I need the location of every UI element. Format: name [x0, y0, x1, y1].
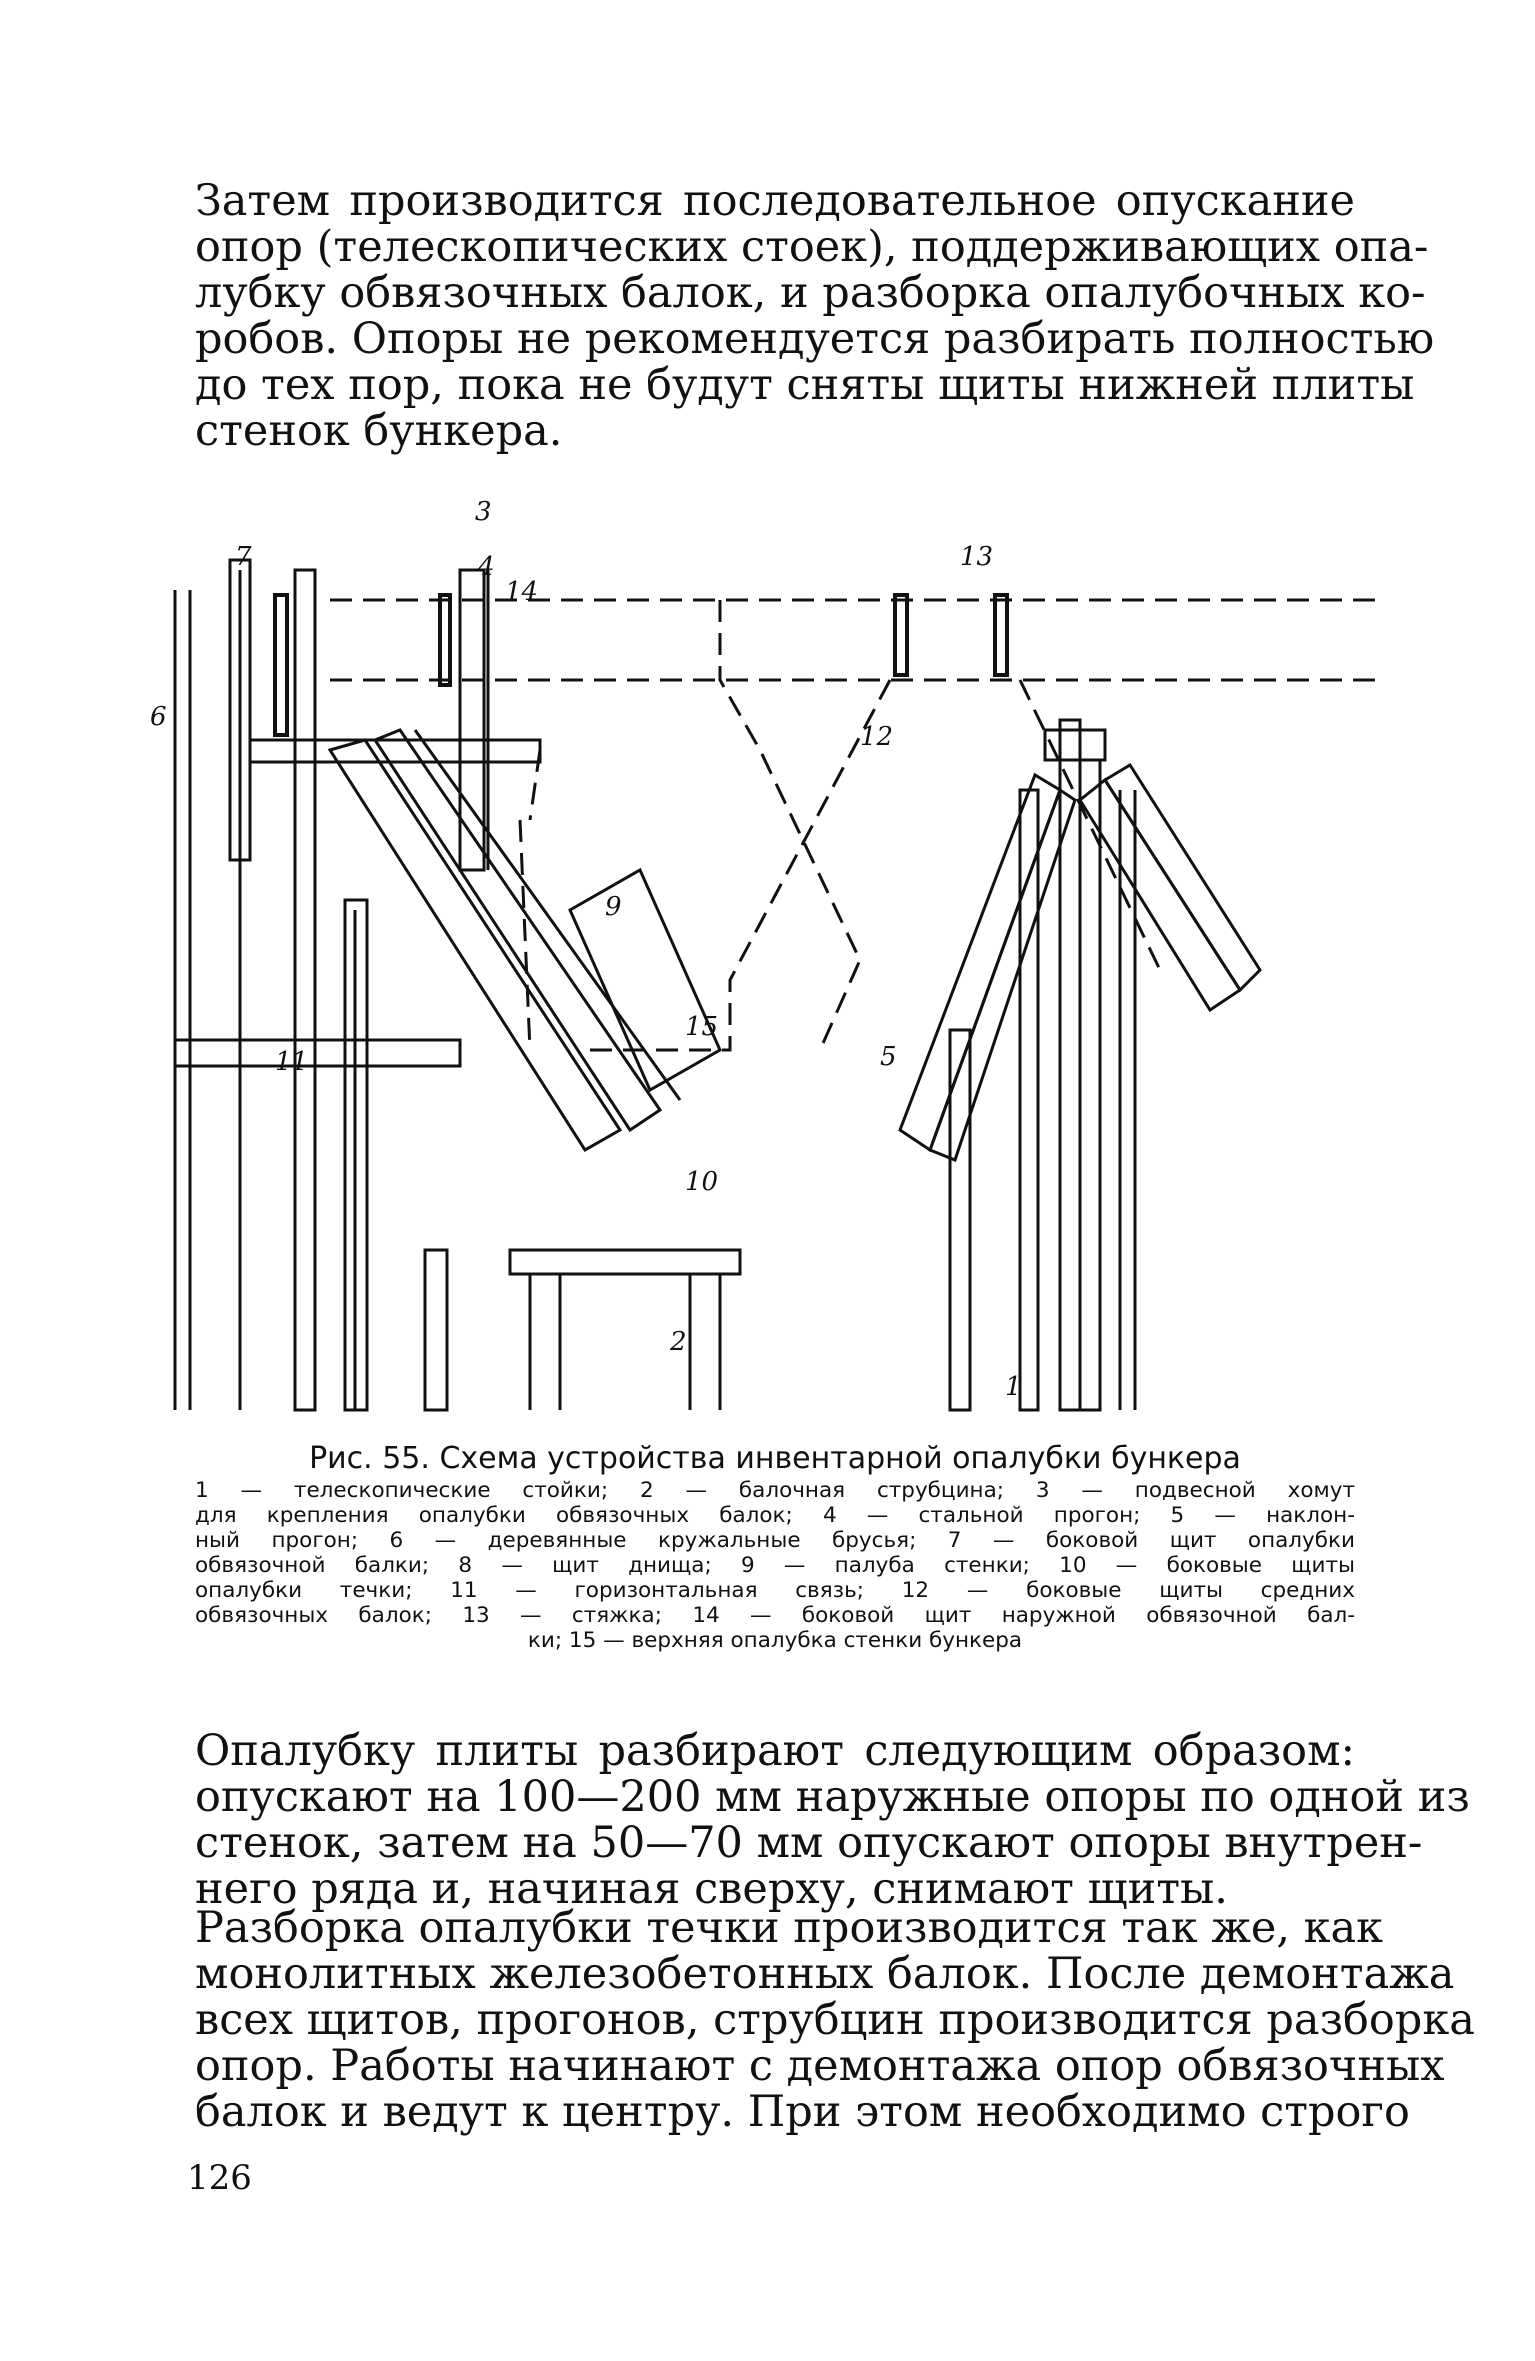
text-line: Разборка опалубки течки производится так же, как	[195, 1903, 1384, 1953]
text-line: опор (телескопических стоек), поддерживающих опа-	[195, 222, 1429, 272]
text-line: опор. Работы начинают с демонтажа опор обвязочных	[195, 2041, 1445, 2091]
text-line: монолитных железобетонных балок. После демонтажа	[195, 1949, 1455, 1999]
text-line: всех щитов, прогонов, струбцин производится разборка	[195, 1995, 1475, 2045]
label-4: 4	[478, 552, 495, 582]
text-line: опускают на 100—200 мм наружные опоры по одной из	[195, 1772, 1470, 1822]
label-13: 13	[960, 542, 994, 572]
legend-line: для крепления опалубки обвязочных балок; 4 — стальной прогон; 5 — наклон-	[195, 1503, 1355, 1528]
text-line: Опалубку плиты разбирают следующим образом:	[195, 1726, 1355, 1776]
text-line: до тех пор, пока не будут сняты щиты нижней плиты	[195, 360, 1415, 410]
text-line: Затем производится последовательное опускание	[195, 176, 1355, 226]
figure-labels	[150, 497, 1022, 1402]
caption-title: Рис. 55. Схема устройства инвентарной опалубки бункера	[309, 1441, 1241, 1476]
label-10: 10	[685, 1167, 719, 1197]
page-number: 126	[187, 2158, 252, 2198]
label-15: 15	[685, 1012, 719, 1042]
label-5: 5	[880, 1042, 897, 1072]
horizontal-ties	[175, 740, 740, 1410]
legend-line: обвязочных балок; 13 — стяжка; 14 — боковой щит наружной обвязочной бал-	[195, 1603, 1355, 1628]
legend-line: обвязочной балки; 8 — щит днища; 9 — палуба стенки; 10 — боковые щиты	[195, 1553, 1355, 1578]
telescopic-posts	[170, 484, 1135, 1410]
text-line: лубку обвязочных балок, и разборка опалубочных ко-	[195, 268, 1426, 318]
label-1: 1	[1005, 1372, 1022, 1402]
text-line: стенок, затем на 50—70 мм опускают опоры внутрен-	[195, 1818, 1423, 1868]
label-3: 3	[475, 497, 492, 527]
legend-line: опалубки течки; 11 — горизонтальная связь; 12 — боковые щиты средних	[195, 1578, 1355, 1603]
figure-caption	[195, 1442, 1355, 1653]
paragraph-3	[195, 1903, 1475, 2137]
label-14: 14	[505, 577, 539, 607]
text-line: балок и ведут к центру. При этом необходимо строго	[195, 2087, 1410, 2137]
side-panels	[275, 595, 1007, 735]
label-11: 11	[275, 1047, 309, 1077]
legend-line: ный прогон; 6 — деревянные кружальные брусья; 7 — боковой щит опалубки	[195, 1528, 1355, 1553]
label-12: 12	[860, 722, 894, 752]
legend-line: ки; 15 — верхняя опалубка стенки бункера	[527, 1628, 1023, 1653]
caption-legend	[195, 1478, 1355, 1653]
bunker-formwork-diagram	[150, 490, 1380, 1410]
label-6: 6	[150, 702, 167, 732]
label-7: 7	[235, 542, 252, 572]
label-9: 9	[605, 892, 622, 922]
label-2: 2	[670, 1327, 687, 1357]
paragraph-1	[195, 176, 1435, 456]
text-line: него ряда и, начиная сверху, снимают щиты.	[195, 1864, 1228, 1914]
text-line: робов. Опоры не рекомендуется разбирать полностью	[195, 314, 1435, 364]
paragraph-2	[195, 1726, 1470, 1914]
text-line: стенок бункера.	[195, 406, 563, 456]
legend-line: 1 — телескопические стойки; 2 — балочная струбцина; 3 — подвесной хомут	[195, 1478, 1355, 1503]
